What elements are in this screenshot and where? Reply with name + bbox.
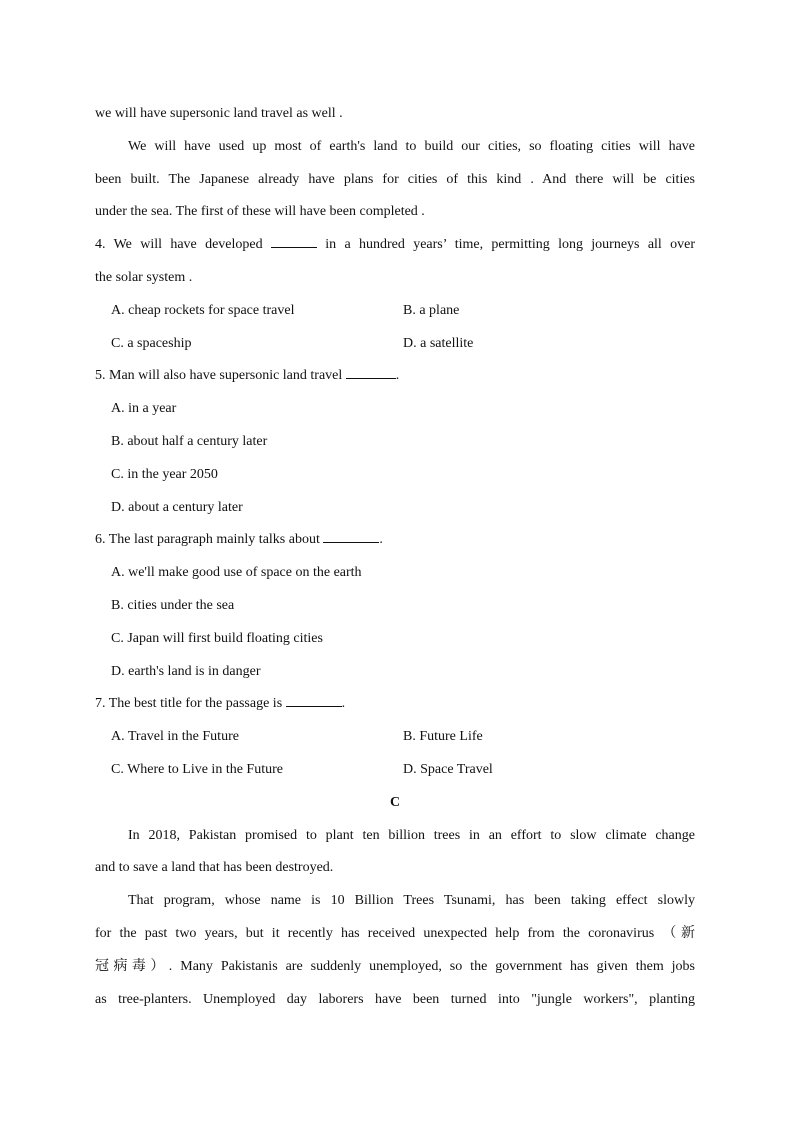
answer-blank — [286, 694, 342, 707]
passage-line: under the sea. The first of these will have been completed . — [95, 204, 425, 220]
question-text: . — [395, 368, 400, 384]
answer-blank — [323, 530, 379, 543]
option-d: D. Space Travel — [403, 761, 493, 777]
question-text: We will have developed — [113, 237, 263, 253]
option-b: B. cities under the sea — [111, 597, 235, 613]
passage-line: been built. The Japanese already have plans for cities of this kind . And there will be cities — [95, 171, 695, 187]
passage-line: 冠病毒）. Many Pakistanis are suddenly unemployed, so the government has given them jobs — [95, 958, 695, 974]
question-4-stem — [95, 229, 695, 262]
option-c: C. a spaceship — [111, 335, 192, 351]
option-a: A. cheap rockets for space travel — [111, 302, 295, 318]
answer-blank — [346, 366, 396, 379]
options-row — [95, 295, 695, 328]
option-c: C. in the year 2050 — [111, 466, 218, 482]
passage-line: for the past two years, but it recently has received unexpected help from the coronavirus （新 — [95, 925, 695, 941]
option-c: C. Where to Live in the Future — [111, 761, 283, 777]
question-number: 6. — [95, 532, 106, 548]
option-b: B. about half a century later — [111, 433, 268, 449]
passage-line: and to save a land that has been destroyed. — [95, 860, 334, 876]
passage-line: That program, whose name is 10 Billion Trees Tsunami, has been taking effect slowly — [128, 893, 695, 909]
question-text: . — [341, 696, 346, 712]
section-heading: C — [389, 794, 401, 810]
options-row — [95, 721, 695, 754]
question-7-stem — [95, 688, 695, 721]
question-text: The last paragraph mainly talks about — [108, 532, 320, 548]
option-b: B. Future Life — [403, 729, 483, 745]
passage-line: as tree-planters. Unemployed day laborers have been turned into "jungle workers", planting — [95, 991, 695, 1007]
options-row — [95, 328, 695, 361]
question-number: 4. — [95, 237, 106, 253]
passage-line: In 2018, Pakistan promised to plant ten billion trees in an effort to slow climate change — [128, 827, 695, 843]
option-b: B. a plane — [403, 302, 460, 318]
answer-blank — [271, 235, 317, 248]
passage-line: We will have used up most of earth's land to build our cities, so floating cities will have — [128, 138, 695, 154]
page-content — [95, 98, 695, 1016]
passage-line: we will have supersonic land travel as well . — [95, 106, 343, 121]
option-d: D. earth's land is in danger — [111, 663, 261, 679]
option-a: A. in a year — [111, 401, 177, 417]
option-a: A. we'll make good use of space on the earth — [111, 565, 362, 581]
question-5-stem — [95, 360, 695, 393]
question-text: . — [379, 532, 383, 548]
question-text: The best title for the passage is — [108, 696, 283, 712]
option-c: C. Japan will first build floating cities — [111, 630, 323, 646]
option-a: A. Travel in the Future — [111, 729, 239, 745]
question-text: in a hundred years’ time, permitting long journeys all over — [325, 237, 696, 253]
question-text: Man will also have supersonic land travel — [109, 368, 343, 384]
question-6-stem — [95, 524, 695, 557]
question-number: 7. — [95, 696, 106, 712]
options-row — [95, 754, 695, 787]
question-number: 5. — [95, 368, 106, 384]
option-d: D. about a century later — [111, 499, 243, 515]
question-4-stem-cont: the solar system . — [95, 269, 193, 285]
option-d: D. a satellite — [403, 335, 474, 351]
